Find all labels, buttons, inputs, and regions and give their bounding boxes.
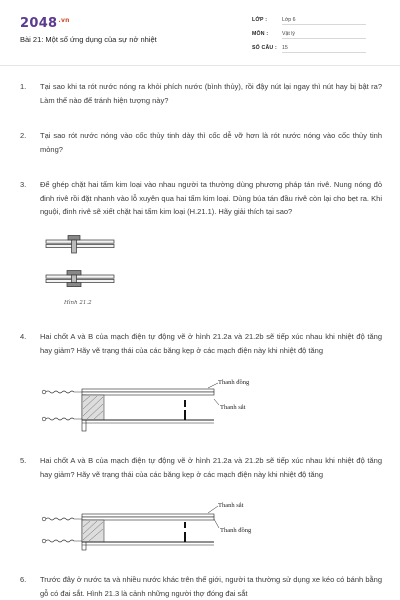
fig-b-top-label: Thanh sắt [218,502,244,509]
meta-subject [252,29,372,39]
question-text: Hai chốt A và B của mạch điện tự động vẽ ở hình 21.2a và 21.2b sẽ tiếp xúc nhau khi nhiệt độ tăng hay giảm? Hãy vẽ trạng thái của các băng kẹp ở các mạch điện này khi nhiệt độ tăng [40,456,382,479]
rivet-figure [38,232,128,302]
header-divider [0,65,400,66]
question-text: Tại sao rót nước nóng vào cốc thủy tinh dày thì cốc dễ vỡ hơn là rót nước nóng vào cốc thủy tinh mỏng? [40,131,382,154]
question-number: 2. [20,131,27,140]
question-number: 5. [20,456,27,465]
circuit-figure-b [36,497,306,553]
rivet-before [46,236,114,254]
meta-grade-value: Lớp 6 [282,17,296,23]
page-header [0,0,400,66]
meta-divider [282,38,366,39]
fig-a-bottom-label: Thanh sắt [220,404,246,411]
question-text: Trước đây ở nước ta và nhiều nước khác trên thế giới, người ta thường sử dụng xe kéo có bánh bằng gỗ có đai sắt. Hình 21.3 là cảnh những người thợ đóng đai sắt [40,575,382,598]
question-text: Tại sao khi ta rót nước nóng ra khỏi phích nước (bình thủy), rồi đậy nút lại ngay thì nút hay bị bật ra? Làm thế nào để tránh hiện tượng này? [40,82,382,105]
question-number: 6. [20,575,27,584]
meta-grade [252,15,372,25]
fig-a-top-label: Thanh đồng [218,379,250,386]
question-number: 3. [20,180,27,189]
meta-count [252,43,372,53]
figure-caption: Hình 21.2 [64,300,92,306]
question-text: Để ghép chặt hai tấm kim loại vào nhau người ta thường dùng phương pháp tán rivê. Nung nóng đỏ đinh rivê rồi đặt nhanh vào lỗ xuyên qua hai tấm kim loại. Dùng búa tán đầu rivê còn lại cho bẹt ra. Khi nguội, đinh rivê sẽ xiết chặt hai tấm kim loại (H.21.1). Hãy giải thích tại sao? [40,180,382,216]
meta-count-value: 15 [282,45,288,51]
question-number: 1. [20,82,27,91]
meta-divider [282,24,366,25]
circuit-figure-a [36,374,306,434]
lesson-title: Bài 21: Một số ứng dụng của sự nở nhiệt [20,35,157,44]
rivet-after [46,271,114,287]
meta-subject-value: Vật lý [282,31,295,37]
fig-b-bottom-label: Thanh đồng [220,527,252,534]
meta-subject-label: MÔN : [252,31,269,37]
meta-divider [282,52,366,53]
logo-suffix: .vn [58,16,70,24]
question-text: Hai chốt A và B của mạch điện tự động vẽ ở hình 21.2a và 21.2b sẽ tiếp xúc nhau khi nhiệt độ tăng hay giảm? Hãy vẽ trạng thái của các băng kẹp ở các mạch điện này khi nhiệt độ tăng [40,332,382,355]
site-logo[interactable] [20,16,70,31]
logo-text: 2048 [20,16,58,31]
question-number: 4. [20,332,27,341]
meta-grade-label: LỚP : [252,17,268,23]
meta-count-label: SỐ CÂU : [252,45,277,51]
